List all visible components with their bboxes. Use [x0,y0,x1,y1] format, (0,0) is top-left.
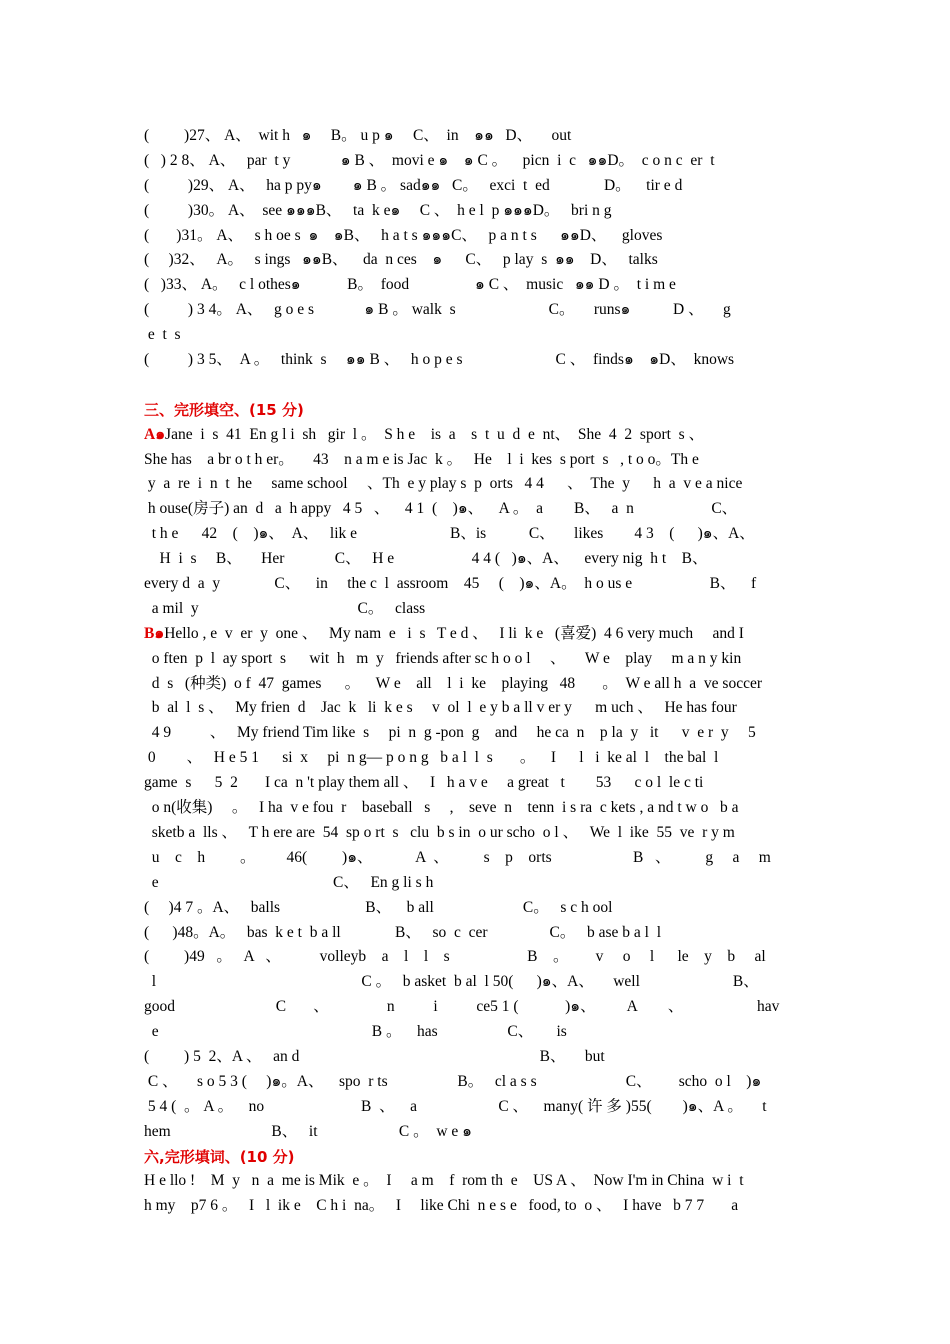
line: ( )29、 A、 ha p py๑ ๑ B 。 sad๑๑ C。 exci t ed D。 tir e d [144,176,683,194]
line: 4 9 、 My friend Tim like s pi n g -pon g and he ca n p la y it v e r y 5 [144,724,756,742]
passage-label: A๑ [144,425,166,443]
line: ( ) 2 8、 A、 par t y ๑ B 、 movi e ๑ ๑ C 。 picn i c ๑๑D。 c o n c er t [144,151,715,169]
line: C 、 s o 5 3 ( )๑。A、 spo r ts B。 cl a s s C、 scho o l )๑ [144,1072,762,1090]
line: h ouse(房子) an d a h appy 4 5 、 4 1 ( )๑、 A 。 a B、 a n C、 [144,500,738,518]
line: u c h 。 46( )๑、 A 、 s p orts B 、 g a m [144,848,771,866]
line-text: Hello , e v er y one 、 My nam e i s T e d 、 I li k e (喜爱) 4 6 very much and I [164,624,744,642]
line: ( ) 3 4。 A、 g o e s ๑ B 。 walk s C。 runs๑ D 、 g [144,301,731,319]
line: ( )33、 A。 c l othes๑ B。 food ๑ C 、 music ๑๑ D 。 t i m e [144,276,676,294]
line: d s (种类) o f 47 games 。 W e all l i ke playing 48 。 W e all h a ve soccer [144,674,763,692]
line: t h e 42 ( )๑、 A、 lik e B、is C、 likes 4 3 ( )๑、A、 [144,525,755,543]
line: ( )30。 A、 see ๑๑๑B、 ta k e๑ C 、 h e l p ๑๑๑D。 bri n g [144,201,612,219]
line: H e llo ! M y n a me is Mik e 。 I a m f rom th e US A 、 Now I'm in China w i t [144,1172,744,1190]
line: l C 。 b asket b al l 50( )๑、A、 well B、 [144,973,759,991]
line: ( )32、 A。 s ings ๑๑B、 da n ces ๑ C、 p lay s ๑๑ D、 talks [144,251,658,269]
line: good C 、 n i ce5 1 ( )๑、 A 、 hav [144,998,780,1016]
line: every d a y C、 in the c l assroom 45 ( )๑、A。 h o us e B、 f [144,575,757,593]
line: o ften p l ay sport s wit h m y friends after sc h o o l 、 W e play m a n y kin [144,649,742,667]
line: sketb a lls 、 T h ere are 54 sp o rt s clu b s in o ur scho o l 、 We l ike 55 ve r y m [144,823,735,841]
line: ( )27、 A、 wit h ๑ B。 u p ๑ C、 in ๑๑ D、 out [144,127,572,144]
line: ( )48。A。 bas k e t b a ll B、 so c cer C。 b ase b a l l [144,923,662,941]
line: h my p7 6 。 I l ik e C h i na。 I like Chi n e s e food, to o 、 I have b 7 7 a [144,1197,739,1215]
section-heading: 三、完形填空、(15 分) [144,400,304,419]
line: ( )4 7 。A、 balls B、 b all C。 s c h ool [144,898,613,916]
blank-line [144,373,808,398]
document-page [144,124,808,1219]
line: game s 5 2 I ca n 't play them all 、 I h a v e a great t 53 c o l le c ti [144,774,704,792]
section-heading: 六,完形填词、(10 分) [144,1147,295,1166]
line: a mil y C。 class [144,599,426,617]
line: y a re i n t he same school 、Th e y play s p orts 4 4 、 The y h a v e a nice [144,475,743,493]
line [144,423,808,448]
line: b al l s 、 My frien d Jac k li k e s v ol l e y b a ll v er y m uch 、 He has four [144,699,737,717]
line: e C、 En g li s h [144,873,434,891]
line: ( ) 5 2、A 、 an d B、 but [144,1047,605,1065]
line-text: Jane i s 41 En g l i sh gir l 。 S h e is a s t u d e nt、 She 4 2 sport s 、 [165,425,705,443]
line: H i s B、 Her C、 H e 4 4 ( )๑、A、 every nig h t B、 [144,550,708,568]
line: ( )31。 A、 s h oe s ๑ ๑B、 h a t s ๑๑๑C、 p a n t s ๑๑D、 gloves [144,226,663,244]
line: ( ) 3 5、 A 。 think s ๑๑ B 、 h o p e s C 、 finds๑ ๑D、 knows [144,351,735,369]
line: 0 、 H e 5 1 si x pi n g— p o n g b a l l s 。 I l i ke al l the bal l [144,749,719,767]
line: She has a br o t h er。 43 n a m e is Jac k 。 He l i kes s port s , t o o。Th e [144,450,699,468]
line: e t s [144,326,181,344]
line: e B 。 has C、 is [144,1023,567,1041]
line: o n(收集) 。 I ha v e fou r baseball s , seve n tenn i s ra c kets , a nd t w o b a [144,799,739,817]
line: 5 4 ( 。 A 。 no B 、 a C 、 many( 许 多 )55( )๑、A 。 t [144,1097,767,1115]
line: hem B、 it C 。 w e ๑ [144,1122,473,1140]
line: ( )49 。 A 、 volleyb a l l s B 。 v o l le y b al [144,948,766,966]
line [144,622,808,647]
passage-label: B๑ [144,624,165,642]
